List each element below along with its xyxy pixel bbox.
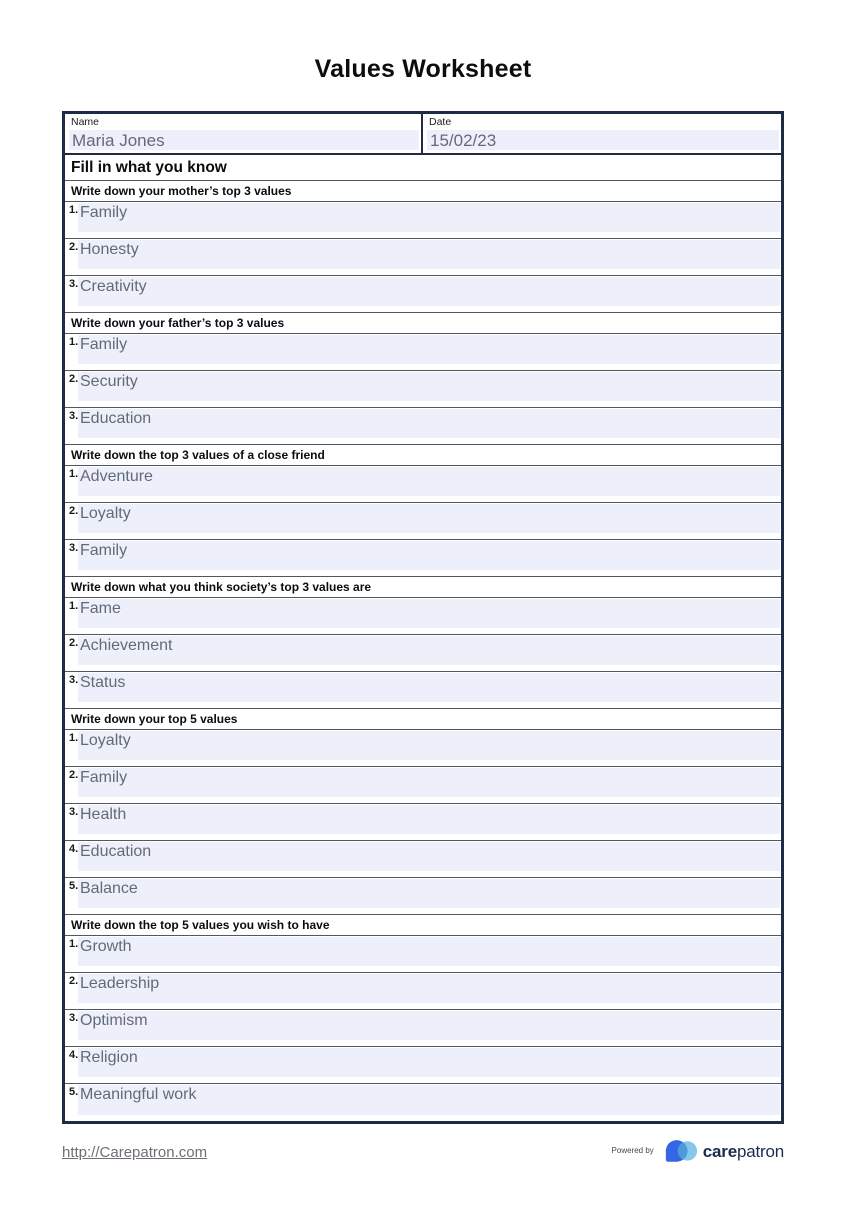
answer-number: 3. — [69, 806, 79, 818]
answer-input[interactable]: Security — [78, 372, 780, 401]
branding — [612, 1138, 784, 1166]
answer-input[interactable]: Family — [78, 541, 780, 570]
section-prompt: Write down your father’s top 3 values — [65, 313, 781, 334]
name-label: Name — [71, 116, 100, 128]
answer-number: 2. — [69, 241, 79, 253]
form-section-title: Fill in what you know — [65, 155, 781, 181]
answer-row — [65, 878, 781, 915]
answer-input[interactable]: Honesty — [78, 240, 780, 269]
answer-input[interactable]: Status — [78, 673, 780, 702]
worksheet-body — [65, 181, 781, 1121]
answer-input[interactable]: Loyalty — [78, 504, 780, 533]
answer-input[interactable]: Religion — [78, 1048, 780, 1077]
answer-number: 3. — [69, 410, 79, 422]
answer-input[interactable]: Loyalty — [78, 731, 780, 760]
worksheet-table — [62, 111, 784, 1124]
answer-row — [65, 1010, 781, 1047]
answer-input[interactable]: Family — [78, 203, 780, 232]
answer-number: 1. — [69, 468, 79, 480]
answer-row — [65, 408, 781, 445]
section-prompt: Write down the top 5 values you wish to have — [65, 915, 781, 936]
carepatron-logo — [664, 1138, 784, 1166]
answer-number: 1. — [69, 600, 79, 612]
answer-input[interactable]: Growth — [78, 937, 780, 966]
brand-name — [703, 1142, 784, 1162]
brand-care: care — [702, 1142, 737, 1161]
answer-row — [65, 202, 781, 239]
answer-input[interactable]: Balance — [78, 879, 780, 908]
answer-input[interactable]: Health — [78, 805, 780, 834]
answer-input[interactable]: Family — [78, 335, 780, 364]
footer — [62, 1138, 784, 1166]
answer-input[interactable]: Fame — [78, 599, 780, 628]
answer-number: 5. — [69, 880, 79, 892]
answer-input[interactable]: Education — [78, 409, 780, 438]
answer-row — [65, 936, 781, 973]
answer-row — [65, 1047, 781, 1084]
answer-number: 2. — [69, 373, 79, 385]
answer-number: 2. — [69, 769, 79, 781]
answer-number: 1. — [69, 204, 79, 216]
section-prompt: Write down the top 3 values of a close friend — [65, 445, 781, 466]
answer-input[interactable]: Achievement — [78, 636, 780, 665]
answer-number: 2. — [69, 505, 79, 517]
answer-number: 4. — [69, 843, 79, 855]
answer-input[interactable]: Education — [78, 842, 780, 871]
answer-input[interactable]: Family — [78, 768, 780, 797]
answer-input[interactable]: Leadership — [78, 974, 780, 1003]
section-prompt: Write down your top 5 values — [65, 709, 781, 730]
answer-input[interactable]: Adventure — [78, 467, 780, 496]
answer-number: 1. — [69, 336, 79, 348]
answer-number: 1. — [69, 732, 79, 744]
section-prompt: Write down what you think society’s top 3 values are — [65, 577, 781, 598]
answer-number: 3. — [69, 1012, 79, 1024]
answer-row — [65, 1084, 781, 1121]
answer-number: 1. — [69, 938, 79, 950]
name-date-row — [65, 114, 781, 155]
answer-row — [65, 635, 781, 672]
answer-number: 2. — [69, 975, 79, 987]
name-input[interactable]: Maria Jones — [69, 130, 419, 150]
answer-input[interactable]: Optimism — [78, 1011, 780, 1040]
answer-row — [65, 466, 781, 503]
carepatron-link[interactable]: http://Carepatron.com — [62, 1143, 208, 1161]
answer-number: 2. — [69, 637, 79, 649]
answer-row — [65, 239, 781, 276]
answer-row — [65, 672, 781, 709]
page-title: Values Worksheet — [314, 55, 532, 83]
answer-input[interactable]: Meaningful work — [78, 1085, 780, 1115]
date-input[interactable]: 15/02/23 — [427, 130, 779, 150]
answer-number: 4. — [69, 1049, 79, 1061]
answer-row — [65, 276, 781, 313]
answer-row — [65, 973, 781, 1010]
date-cell — [423, 114, 781, 153]
brand-patron: patron — [736, 1142, 784, 1161]
answer-row — [65, 841, 781, 878]
answer-row — [65, 503, 781, 540]
answer-row — [65, 598, 781, 635]
answer-number: 3. — [69, 278, 79, 290]
carepatron-logo-mark — [664, 1138, 700, 1166]
answer-number: 3. — [69, 674, 79, 686]
powered-by-label: Powered by — [611, 1145, 654, 1155]
answer-number: 3. — [69, 542, 79, 554]
answer-row — [65, 334, 781, 371]
answer-row — [65, 767, 781, 804]
answer-number: 5. — [69, 1086, 79, 1098]
date-label: Date — [429, 116, 452, 128]
answer-row — [65, 371, 781, 408]
answer-row — [65, 804, 781, 841]
section-prompt: Write down your mother’s top 3 values — [65, 181, 781, 202]
answer-row — [65, 730, 781, 767]
answer-row — [65, 540, 781, 577]
answer-input[interactable]: Creativity — [78, 277, 780, 306]
name-cell — [65, 114, 423, 153]
